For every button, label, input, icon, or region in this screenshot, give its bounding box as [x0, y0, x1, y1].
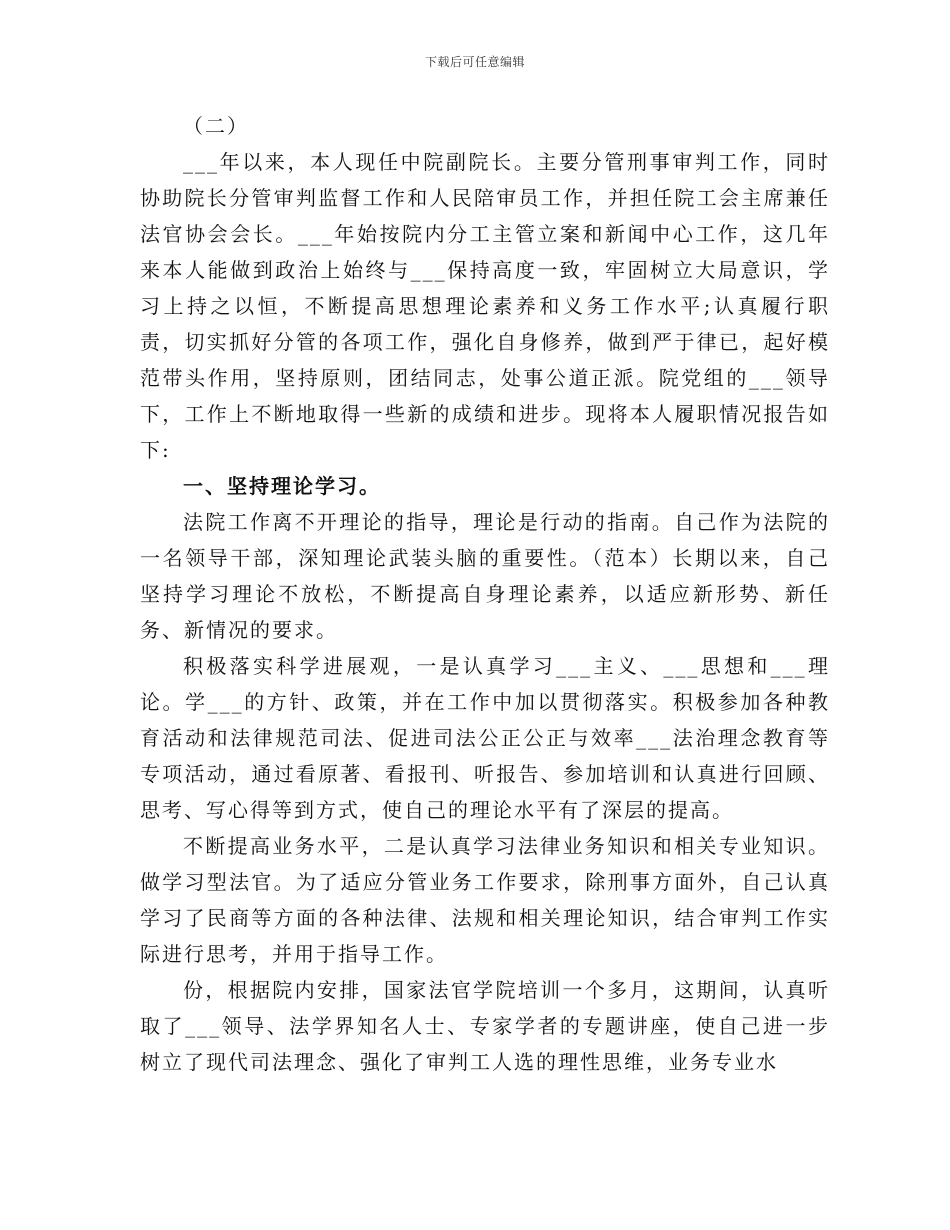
page-header-note: 下载后可任意编辑 — [424, 55, 525, 69]
document-body — [140, 108, 830, 1080]
paragraph-training: 份，根据院内安排，国家法官学院培训一个多月，这期间，认真听取了___领导、法学界知名人士、专家学者的专题讲座，使自己进一步树立了现代司法理念、强化了审判工人选的理性思维，业务专业水 — [140, 978, 830, 1074]
paragraph-theory: 法院工作离不开理论的指导，理论是行动的指南。自己作为法院的一名领导干部，深知理论武装头脑的重要性。（范本）长期以来，自己坚持学习理论不放松，不断提高自身理论素养，以适应新形势、新任务、新情况的要求。 — [140, 510, 830, 642]
paragraph-intro: ___年以来，本人现任中院副院长。主要分管刑事审判工作，同时协助院长分管审判监督工作和人民陪审员工作，并担任院工会主席兼任法官协会会长。___年始按院内分工主管立案和新闻中心工作，这几年来本人能做到政治上始终与___保持高度一致，牢固树立大局意识，学习上持之以恒，不断提高思想理论素养和义务工作水平;认真履行职责，切实抓好分管的各项工作，强化自身修养，做到严于律已，起好模范带头作用，坚持原则，团结同志，处事公道正派。院党组的___领导下，工作上不断地取得一些新的成绩和进步。现将本人履职情况报告如下: — [140, 150, 830, 462]
paragraph-science: 积极落实科学进展观，一是认真学习___主义、___思想和___理论。学___的方针、政策，并在工作中加以贯彻落实。积极参加各种教育活动和法律规范司法、促进司法公正公正与效率___法治理念教育等专项活动，通过看原著、看报刊、听报告、参加培训和认真进行回顾、思考、写心得等到方式，使自己的理论水平有了深层的提高。 — [140, 654, 830, 822]
document-title: （二） — [183, 114, 249, 138]
paragraph-business: 不断提高业务水平，二是认真学习法律业务知识和相关专业知识。做学习型法官。为了适应分管业务工作要求，除刑事方面外，自己认真学习了民商等方面的各种法律、法规和相关理论知识，结合审判工作实际进行思考，并用于指导工作。 — [140, 834, 830, 966]
section-heading: 一、坚持理论学习。 — [183, 474, 381, 498]
